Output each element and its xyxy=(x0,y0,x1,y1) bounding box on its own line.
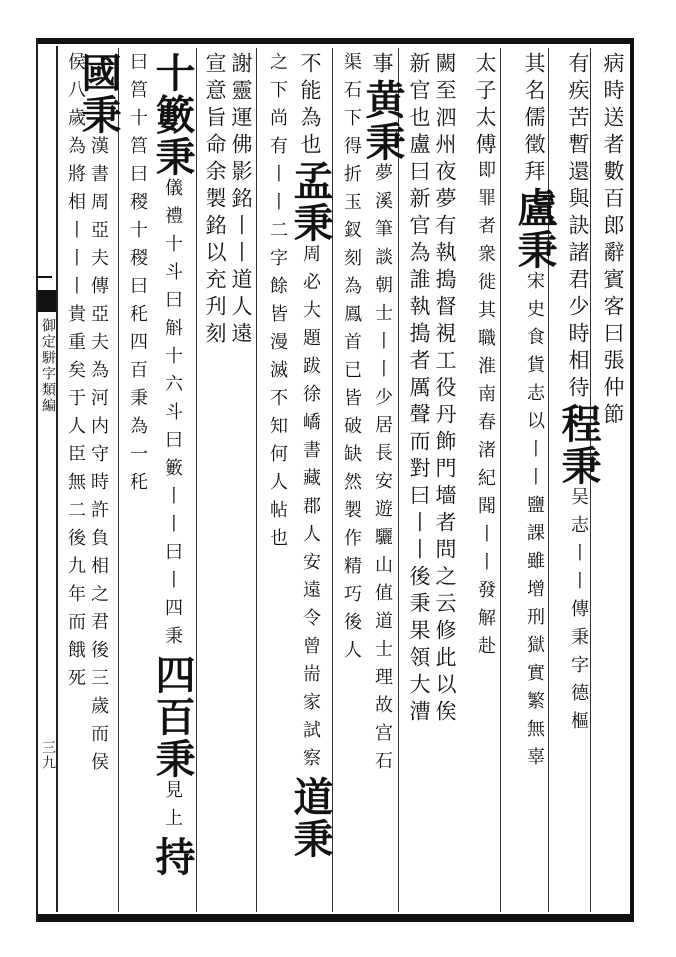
text-segment: 侯八歲為將相丨丨丨貴重矣于人臣無二後九年而餓死 xyxy=(65,52,86,696)
text-column-3 xyxy=(512,52,556,912)
frame-inner-left-border xyxy=(56,46,58,912)
text-column-7 xyxy=(360,52,404,912)
text-segment: 其名儒徵拜 xyxy=(522,52,546,187)
frame-right-border xyxy=(630,38,634,922)
text-segment: 曰筥十筥曰稯十稯曰秅四百秉為一秅 xyxy=(127,52,148,500)
text-segment: 吴志丨丨傳秉字德樞 xyxy=(568,487,589,739)
entry-headword: 國秉 xyxy=(75,52,122,136)
entry-headword: 黄秉 xyxy=(359,79,406,163)
text-segment: 闕至泗州夜夢有執搗督視工役丹飾門墻者問之云修此以俟 xyxy=(433,52,457,727)
entry-headword: 十籔秉 xyxy=(149,52,196,178)
text-segment: 夢溪筆談朝士丨丨少居長安遊驪山值道士理故宫石 xyxy=(372,163,393,779)
text-column-9 xyxy=(288,52,332,912)
text-segment: 病時送者數百郎辭賓客曰張仲節 xyxy=(601,52,625,430)
entry-headword: 道秉 xyxy=(287,776,334,860)
entry-headword: 持 xyxy=(149,836,196,878)
frame-left-border xyxy=(36,38,38,922)
text-segment: 儀禮十斗曰斛十六斗曰籔丨丨曰丨四秉 xyxy=(162,178,183,654)
text-column-10 xyxy=(262,52,292,912)
text-segment: 漢書周亞夫傳亞夫為河内守時許負相之君後三歲而侯 xyxy=(88,136,109,780)
text-segment: 新官也盧曰新官為誰執搗者厲聲而對曰丨丨後秉果領大漕 xyxy=(407,52,431,727)
text-column-13 xyxy=(150,52,194,912)
frame-top-border xyxy=(36,38,634,44)
column-rule xyxy=(256,48,257,912)
margin-title: 御定駢字類編 xyxy=(40,318,56,414)
frame-bottom-border xyxy=(36,914,634,922)
fishtail-mark xyxy=(38,290,56,312)
text-segment: 渠石下得折玉釵刻為鳳首已皆破缺然製作精巧後人 xyxy=(341,52,362,668)
text-segment: 宋史食貨志以丨丨鹽課雖增刑獄實繁無辜 xyxy=(524,271,545,775)
text-column-6 xyxy=(404,52,434,912)
entry-headword: 程秉 xyxy=(555,403,602,487)
text-segment: 為也 xyxy=(298,106,322,160)
text-column-14 xyxy=(122,52,152,912)
text-segment: 太子太傅 xyxy=(473,52,497,160)
text-segment: 有疾苦暫還與訣諸君少時相待 xyxy=(566,52,590,403)
column-rule xyxy=(196,48,197,912)
text-column-2 xyxy=(556,52,600,912)
entry-headword: 四百秉 xyxy=(149,654,196,780)
column-rule xyxy=(500,48,501,912)
text-segment: 不能 xyxy=(298,52,322,106)
text-column-12 xyxy=(200,52,230,912)
text-segment: 事 xyxy=(370,52,394,79)
text-column-16 xyxy=(60,52,90,912)
text-column-5 xyxy=(430,52,460,912)
text-segment: 謝靈運佛影銘丨丨道人遠 xyxy=(229,52,253,349)
text-column-11 xyxy=(226,52,256,912)
text-segment: 見上 xyxy=(162,780,183,836)
page-number: 三九 xyxy=(40,740,56,770)
text-column-8 xyxy=(336,52,366,912)
entry-headword: 盧秉 xyxy=(511,187,558,271)
margin-tick xyxy=(36,276,52,278)
text-segment: 之下尚有丨丨二字餘皆漫滅不知何人帖也 xyxy=(267,52,288,556)
text-column-1 xyxy=(598,52,628,912)
text-segment: 宣意旨命余製銘以充刋刻 xyxy=(203,52,227,349)
text-column-4 xyxy=(470,52,500,912)
entry-headword: 孟秉 xyxy=(287,160,334,244)
text-segment: 即罪者衆徙其職淮南春渚紀聞丨丨發解赴 xyxy=(475,160,496,664)
text-segment: 周必大題跋徐嶠書藏郡人安遠令曾耑家試察 xyxy=(300,244,321,776)
